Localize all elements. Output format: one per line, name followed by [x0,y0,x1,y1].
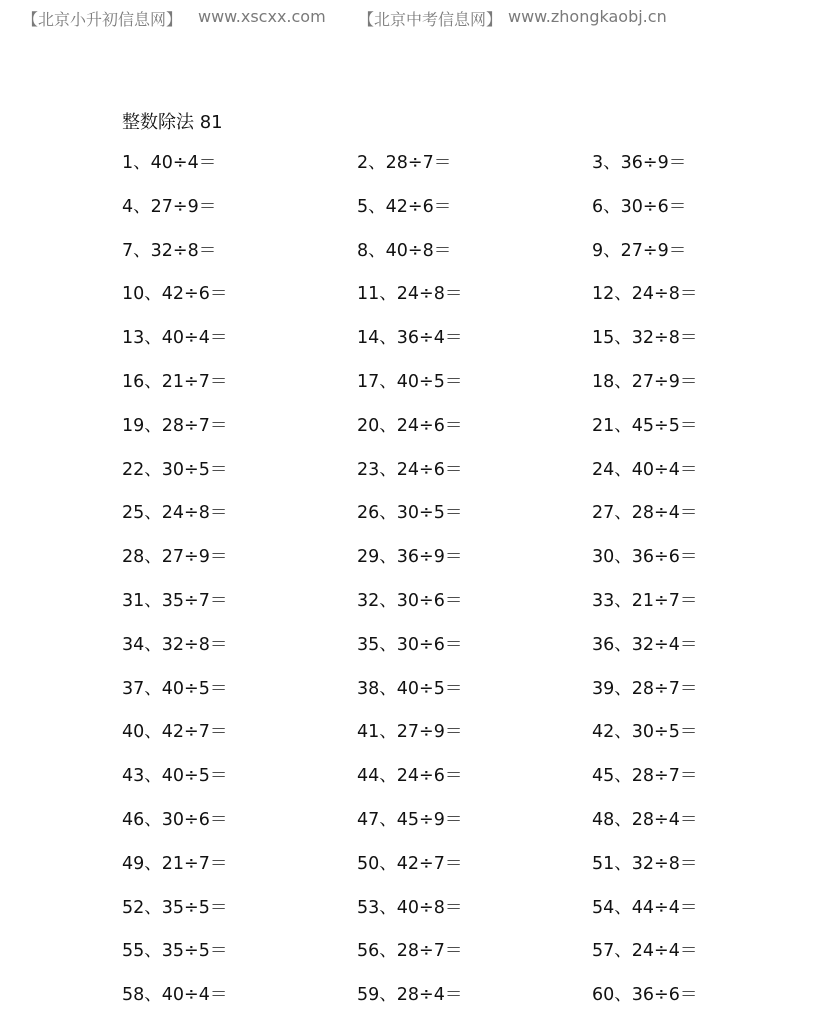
problem-item: 51、32÷8＝ [592,853,698,874]
problem-item: 14、36÷4＝ [357,328,463,349]
problem-item: 46、30÷6＝ [122,809,228,830]
problem-item: 17、40÷5＝ [357,371,463,392]
problem-row [122,632,782,676]
problem-item: 2、28÷7＝ [357,153,452,173]
problem-row [122,719,782,763]
problem-item: 40、42÷7＝ [122,722,228,743]
problem-item: 7、32÷8＝ [122,240,217,261]
problem-row [122,150,782,194]
problem-grid [122,150,782,1026]
problem-item: 36、32÷4＝ [592,634,698,655]
problem-row [122,851,782,895]
header-site-name-1: 【北京小升初信息网】 [22,10,183,29]
problem-item: 42、30÷5＝ [592,722,698,743]
problem-item: 49、21÷7＝ [122,853,228,874]
header-url-1[interactable]: www.xscxx.com [198,7,326,26]
problem-item: 18、27÷9＝ [592,371,698,392]
problem-item: 43、40÷5＝ [122,766,228,787]
problem-item: 11、24÷8＝ [357,284,463,305]
problem-item: 27、28÷4＝ [592,503,698,524]
problem-item: 47、45÷9＝ [357,809,463,830]
problem-item: 10、42÷6＝ [122,284,228,305]
problem-row [122,238,782,282]
problem-item: 37、40÷5＝ [122,678,228,699]
problem-row [122,588,782,632]
problem-item: 39、28÷7＝ [592,678,698,699]
problem-item: 58、40÷4＝ [122,985,228,1006]
header-site-name-2: 【北京中考信息网】 [358,10,503,29]
problem-item: 26、30÷5＝ [357,503,463,524]
problem-item: 54、44÷4＝ [592,897,698,918]
problem-item: 21、45÷5＝ [592,415,698,436]
problem-item: 5、42÷6＝ [357,196,452,217]
problem-row [122,807,782,851]
problem-row [122,325,782,369]
problem-item: 45、28÷7＝ [592,766,698,787]
problem-row [122,763,782,807]
problem-item: 32、30÷6＝ [357,590,463,611]
problem-item: 12、24÷8＝ [592,284,698,305]
problem-row [122,895,782,939]
problem-item: 30、36÷6＝ [592,547,698,568]
problem-item: 15、32÷8＝ [592,328,698,349]
problem-item: 56、28÷7＝ [357,941,463,962]
problem-row [122,676,782,720]
problem-item: 6、30÷6＝ [592,196,687,217]
problem-item: 59、28÷4＝ [357,985,463,1006]
problem-row [122,281,782,325]
problem-item: 8、40÷8＝ [357,240,452,261]
problem-item: 23、24÷6＝ [357,459,463,480]
problem-item: 52、35÷5＝ [122,897,228,918]
problem-item: 53、40÷8＝ [357,897,463,918]
problem-item: 22、30÷5＝ [122,459,228,480]
worksheet-title: 整数除法 81 [122,112,223,133]
problem-item: 55、35÷5＝ [122,941,228,962]
problem-item: 19、28÷7＝ [122,415,228,436]
problem-row [122,369,782,413]
problem-item: 44、24÷6＝ [357,766,463,787]
problem-row [122,982,782,1026]
problem-row [122,500,782,544]
problem-item: 60、36÷6＝ [592,985,698,1006]
problem-item: 35、30÷6＝ [357,634,463,655]
problem-item: 20、24÷6＝ [357,415,463,436]
problem-row [122,938,782,982]
problem-item: 48、28÷4＝ [592,809,698,830]
problem-row [122,544,782,588]
problem-item: 4、27÷9＝ [122,196,217,217]
problem-item: 3、36÷9＝ [592,153,687,173]
problem-item: 1、40÷4＝ [122,153,217,173]
header-url-2[interactable]: www.zhongkaobj.cn [508,7,667,26]
problem-item: 50、42÷7＝ [357,853,463,874]
problem-item: 41、27÷9＝ [357,722,463,743]
problem-item: 57、24÷4＝ [592,941,698,962]
problem-row [122,457,782,501]
problem-item: 25、24÷8＝ [122,503,228,524]
problem-item: 34、32÷8＝ [122,634,228,655]
page-header [22,7,802,29]
problem-item: 9、27÷9＝ [592,240,687,261]
problem-item: 24、40÷4＝ [592,459,698,480]
problem-item: 33、21÷7＝ [592,590,698,611]
problem-item: 38、40÷5＝ [357,678,463,699]
problem-item: 28、27÷9＝ [122,547,228,568]
problem-item: 29、36÷9＝ [357,547,463,568]
problem-item: 31、35÷7＝ [122,590,228,611]
problem-item: 16、21÷7＝ [122,371,228,392]
problem-item: 13、40÷4＝ [122,328,228,349]
problem-row [122,413,782,457]
problem-row [122,194,782,238]
